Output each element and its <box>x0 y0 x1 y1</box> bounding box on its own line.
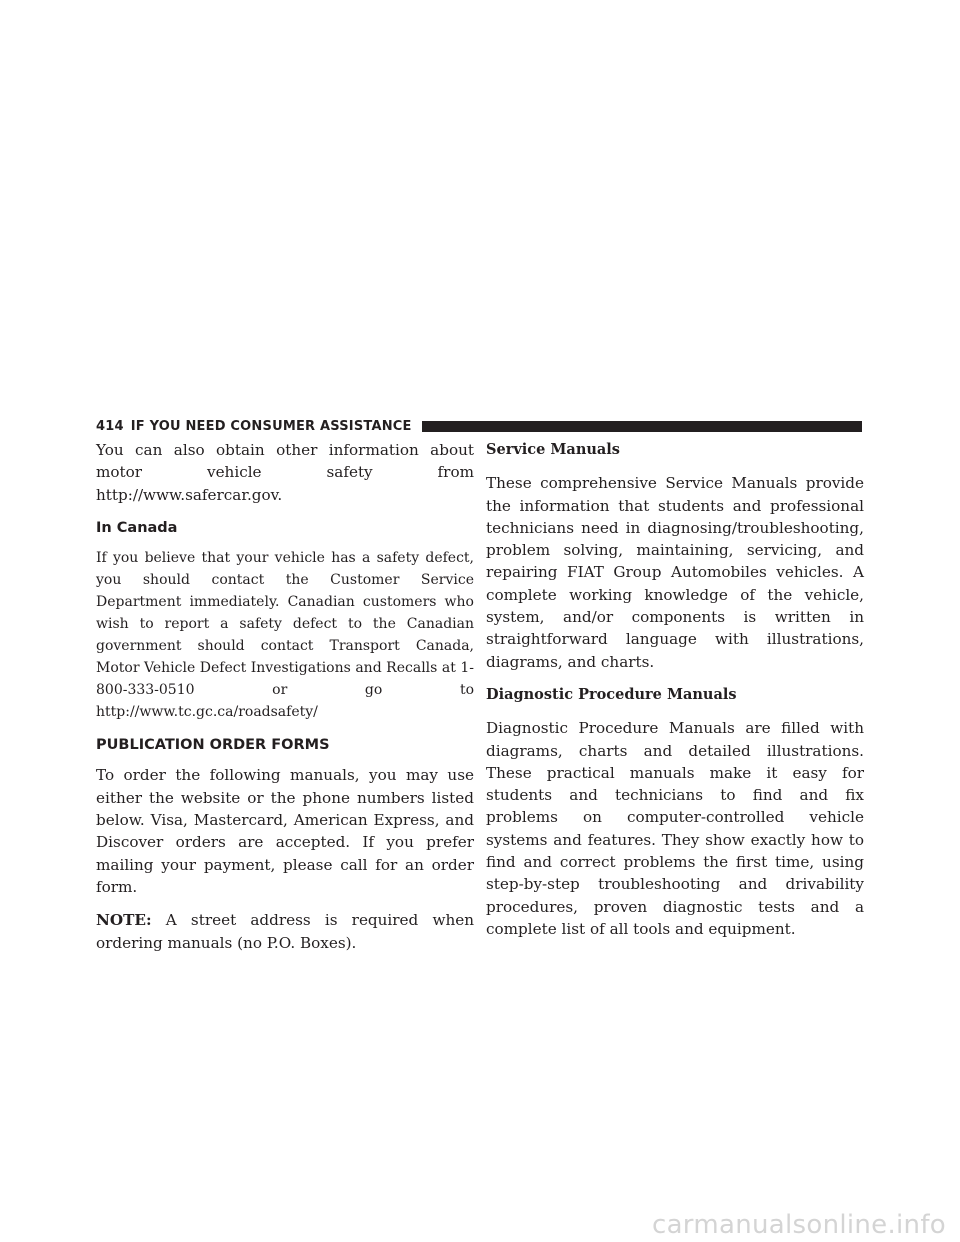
left-column <box>96 439 474 965</box>
intro-paragraph: You can also obtain other information about motor vehicle safety from http://www.safercar.gov. <box>96 441 474 504</box>
note-paragraph <box>96 909 474 954</box>
right-column <box>486 439 864 951</box>
page-header <box>96 416 862 436</box>
section-title: IF YOU NEED CONSUMER ASSISTANCE <box>130 418 412 434</box>
note-text: A street address is required when ordering manuals (no P.O. Boxes). <box>96 911 474 952</box>
publication-paragraph: To order the following manuals, you may use either the website or the phone numbers listed below. Visa, Mastercard, American Express, and Discover orders are accepted. If you prefer mailing your payment, please call for an order form. <box>96 766 474 896</box>
service-manuals-heading: Service Manuals <box>486 441 620 458</box>
note-label: NOTE: <box>96 911 152 930</box>
service-manuals-paragraph: These comprehensive Service Manuals provide the information that students and professional technicians need in diagnosing/troubleshooting, problem solving, maintaining, servicing, and repairing FIAT Group Automobiles vehicles. A complete working knowledge of the vehicle, system, and/or components is written in straightforward language with illustrations, diagrams, and charts. <box>486 474 864 671</box>
watermark: carmanualsonline.info <box>651 1210 946 1240</box>
publication-heading: PUBLICATION ORDER FORMS <box>96 737 330 754</box>
diagnostic-manuals-heading: Diagnostic Procedure Manuals <box>486 685 737 703</box>
canada-heading: In Canada <box>96 519 178 536</box>
diagnostic-manuals-paragraph: Diagnostic Procedure Manuals are filled with diagrams, charts and detailed illustrations. These practical manuals make it easy for students and technicians to find and fix problems on computer-controlled vehicle systems and features. They show exactly how to find and correct problems the first time, using step-by-step troubleshooting and drivability procedures, proven diagnostic tests and a complete list of all tools and equipment. <box>486 719 864 938</box>
header-rule <box>422 421 862 432</box>
canada-paragraph: If you believe that your vehicle has a safety defect, you should contact the Customer Service Department immediately. Canadian customers who wish to report a safety defect to the Canadian government should contact Transport Canada, Motor Vehicle Defect Investigations and Recalls at 1-800-333-0510 or go to http://www.tc.gc.ca/roadsafety/ <box>96 550 474 721</box>
page-number: 414 <box>96 418 124 434</box>
